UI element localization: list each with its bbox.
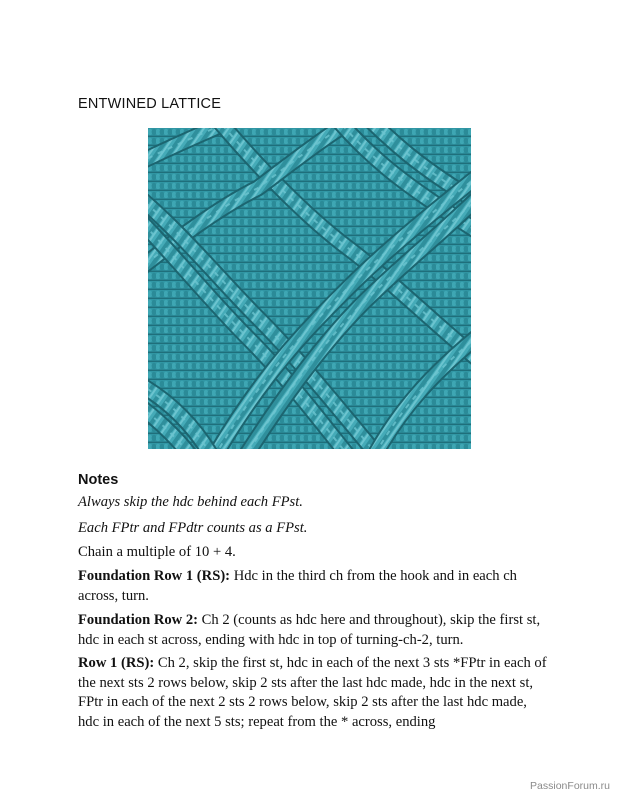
note-skip-hdc: Always skip the hdc behind each FPst. (78, 494, 303, 510)
watermark: PassionForum.ru (530, 780, 610, 792)
instruction-label: Foundation Row 2: (78, 612, 199, 628)
page-title: ENTWINED LATTICE (78, 96, 222, 112)
instruction-row-1 (78, 654, 548, 732)
crochet-swatch-image (148, 128, 471, 449)
instruction-foundation-row-1 (78, 567, 548, 606)
instruction-foundation-row-2 (78, 611, 548, 650)
instruction-label: Row 1 (RS): (78, 655, 155, 671)
crochet-swatch-illustration (148, 128, 471, 449)
instruction-text: Ch 2, skip the first st, hdc in each of the next 3 sts *FPtr in each of the next sts 2 rows below, skip 2 sts after the last hdc made, hdc in the next st, FPtr in each of the next 2 sts 2 rows below, skip 2 sts after the last hdc made, hdc in each of the next 5 sts; repeat from the * across, ending (78, 655, 547, 730)
note-chain-multiple: Chain a multiple of 10 + 4. (78, 544, 236, 560)
instruction-text: Ch 2 (counts as hdc here and throughout), skip the first st, hdc in each st across, ending with hdc in top of turning-ch-2, turn. (78, 612, 541, 648)
notes-heading: Notes (78, 472, 119, 488)
instruction-label: Foundation Row 1 (RS): (78, 568, 231, 584)
note-fpst-count: Each FPtr and FPdtr counts as a FPst. (78, 520, 308, 536)
instruction-text: Hdc in the third ch from the hook and in each ch across, turn. (78, 568, 517, 604)
